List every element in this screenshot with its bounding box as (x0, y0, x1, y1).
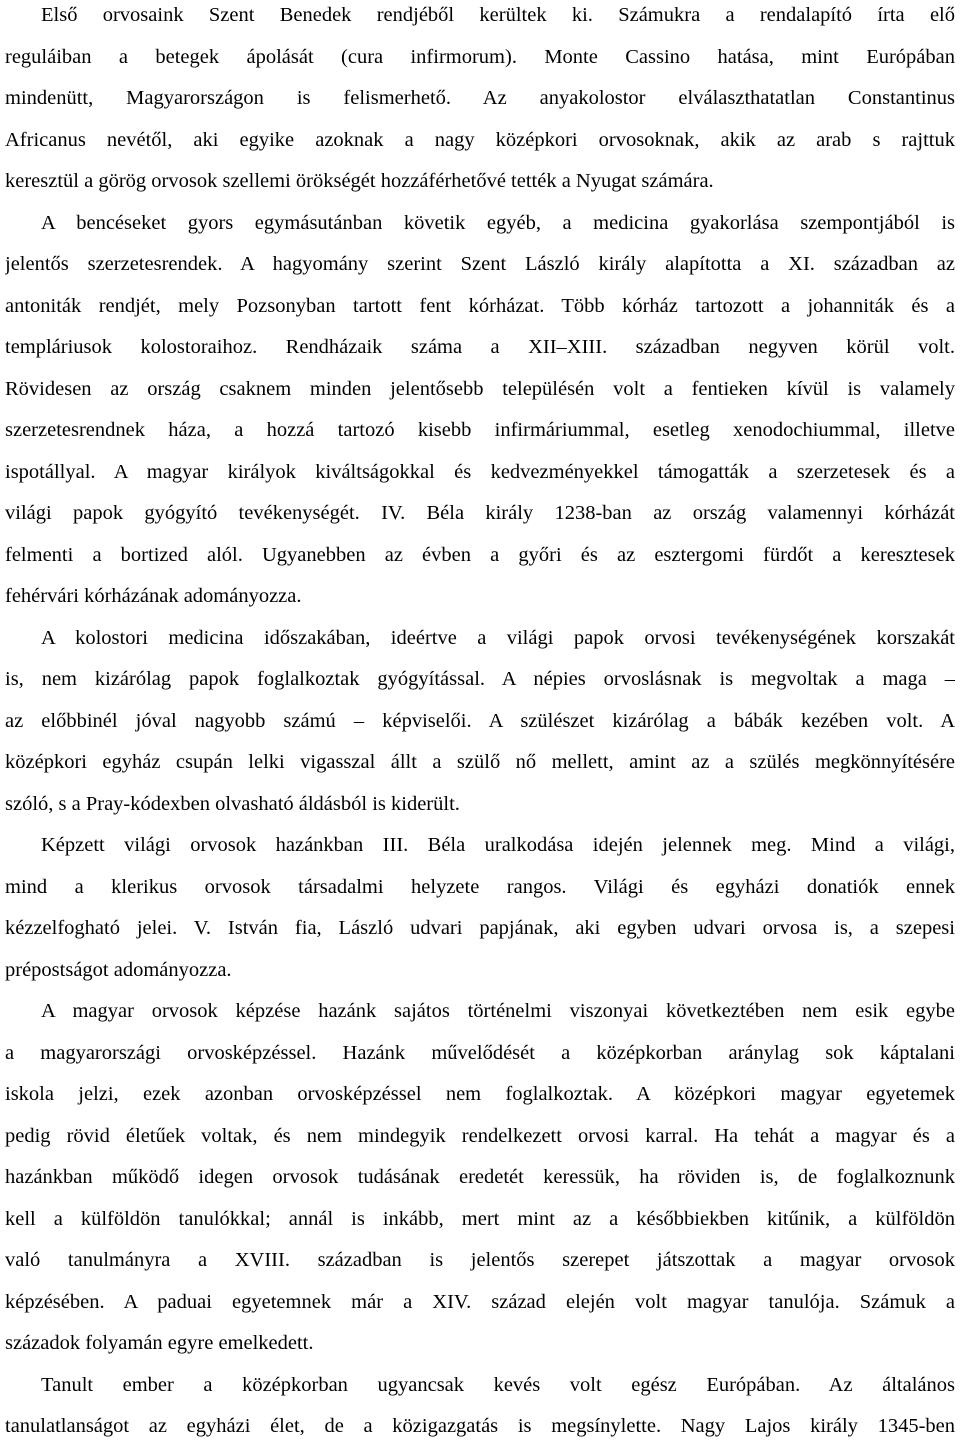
text-line: jelentős szerzetesrendek. A hagyomány szerint Szent László király alapította a XI. században az (5, 253, 955, 275)
text-line: Rövidesen az ország csaknem minden jelentősebb településén volt a fentieken kívül is valamely (5, 377, 955, 400)
text-line: A bencéseket gyors egymásutánban követik egyéb, a medicina gyakorlása szempontjából is (41, 211, 955, 234)
text-line: felmenti a bortized alól. Ugyanebben az évben a győri és az esztergomi fürdőt a keresztesek (5, 543, 955, 566)
text-line: Képzett világi orvosok hazánkban III. Béla uralkodása idején jelennek meg. Mind a világi, (41, 834, 955, 856)
text-line: is, nem kizárólag papok foglalkoztak gyógyítással. A népies orvoslásnak is megvoltak a maga – (5, 668, 955, 690)
text-line: Africanus nevétől, aki egyike azoknak a nagy középkori orvosoknak, akik az arab s rajttuk (5, 128, 955, 151)
text-line: antoniták rendjét, mely Pozsonyban tartott fent kórházat. Több kórház tartozott a johanniták és a (5, 294, 955, 317)
text-line: iskola jelzi, ezek azonban orvosképzéssel nem foglalkoztak. A középkori magyar egyetemek (5, 1083, 955, 1105)
text-line: az előbbinél jóval nagyobb számú – képviselői. A szülészet kizárólag a bábák kezében volt. A (5, 709, 955, 732)
text-line: fehérvári kórházának adományozza. (5, 585, 302, 607)
text-line: a magyarországi orvosképzéssel. Hazánk művelődését a középkorban aránylag sok káptalani (5, 1041, 955, 1064)
text-line: hazánkban működő idegen orvosok tudásának eredetét keressük, ha röviden is, de foglalkoznunk (5, 1166, 955, 1188)
text-line: kézzelfogható jelei. V. István fia, László udvari papjának, aki egyben udvari orvosa is, a szepesi (5, 917, 955, 939)
text-line: középkori egyház csupán lelki vigasszal állt a szülő nő mellett, amint az a szülés megkönnyítésére (5, 751, 955, 773)
text-line: kell a külföldön tanulókkal; annál is inkább, mert mint az a későbbiekben kitűnik, a külföldön (5, 1207, 955, 1230)
text-line: templáriusok kolostoraihoz. Rendházaik száma a XII–XIII. században negyven körül volt. (5, 336, 955, 358)
text-line: szerzetesrendnek háza, a hozzá tartozó kisebb infirmáriummal, esetleg xenodochiummal, illetve (5, 419, 955, 441)
text-line: Első orvosaink Szent Benedek rendjéből kerültek ki. Számukra a rendalapító írta elő (41, 4, 955, 26)
text-line: századok folyamán egyre emelkedett. (5, 1332, 314, 1354)
text-line: A kolostori medicina időszakában, ideértve a világi papok orvosi tevékenységének korszakát (41, 626, 955, 649)
text-line: képzésében. A paduai egyetemnek már a XIV. század elején volt magyar tanulója. Számuk a (5, 1290, 955, 1313)
text-line: mind a klerikus orvosok társadalmi helyzete rangos. Világi és egyházi donatiók ennek (5, 875, 955, 898)
text-line: ispotállyal. A magyar királyok kiváltságokkal és kedvezményekkel támogatták a szerzetesek és a (5, 460, 955, 483)
text-line: Tanult ember a középkorban ugyancsak kevés volt egész Európában. Az általános (41, 1373, 955, 1396)
text-line: A magyar orvosok képzése hazánk sajátos történelmi viszonyai következtében nem esik egybe (41, 1000, 955, 1022)
text-line: prépostságot adományozza. (5, 958, 232, 981)
text-line: mindenütt, Magyarországon is felismerhető. Az anyakolostor elválaszthatatlan Constantinus (5, 87, 955, 109)
text-line: keresztül a görög orvosok szellemi örökségét hozzáférhetővé tették a Nyugat számára. (5, 170, 714, 192)
text-line: pedig rövid életűek voltak, és nem mindegyik rendelkezett orvosi karral. Ha tehát a magyar és a (5, 1124, 955, 1147)
text-line: világi papok gyógyító tevékenységét. IV. Béla király 1238-ban az ország valamennyi kórházát (5, 502, 955, 524)
text-line: való tanulmányra a XVIII. században is jelentős szerepet játszottak a magyar orvosok (5, 1249, 955, 1271)
text-line: reguláiban a betegek ápolását (cura infirmorum). Monte Cassino hatása, mint Európában (5, 45, 955, 68)
text-line: szóló, s a Pray-kódexben olvasható áldásból is kiderült. (5, 792, 460, 815)
text-line: tanulatlanságot az egyházi élet, de a közigazgatás is megsínylette. Nagy Lajos király 1345-ben (5, 1415, 955, 1437)
